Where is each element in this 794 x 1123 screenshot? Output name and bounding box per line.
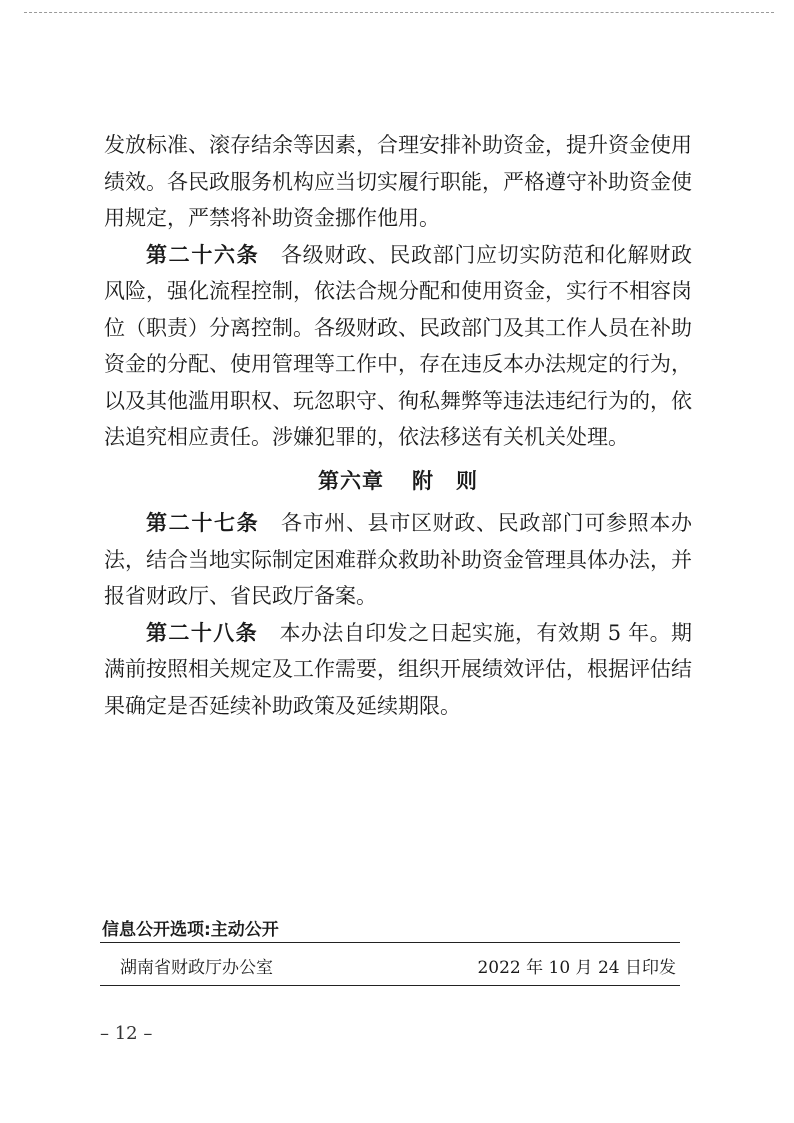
scan-top-edge (24, 12, 774, 13)
article-28-text: 本办法自印发之日起实施，有效期 5 年。期满前按照相关规定及工作需要，组织开展绩效评估，根据评估结果确定是否延续补助政策及延续期限。 (104, 620, 692, 718)
article-27-text: 各市州、县市区财政、民政部门可参照本办法，结合当地实际制定困难群众救助补助资金管理具体办法，并报省财政厅、省民政厅备案。 (104, 511, 693, 608)
page-number: – 12 – (100, 1023, 153, 1044)
chapter-heading (104, 463, 692, 500)
article-26-text: 各级财政、民政部门应切实防范和化解财政风险，强化流程控制，依法合规分配和使用资金，实行不相容岗位（职责）分离控制。各级财政、民政部门及其工作人员在补助资金的分配、使用管理等工作中，存在违反本办法规定的行为，以及其他滥用职权、玩忽职守、徇私舞弊等违法违纪行为的，依法追究相应责任。涉嫌犯罪的，依法移送有关机关处理。 (104, 242, 693, 449)
chapter-title: 附 则 (412, 468, 478, 493)
footer-rule-top (100, 942, 680, 943)
disclosure-option: 信息公开选项:主动公开 (102, 920, 279, 940)
article-26-heading: 第二十六条 (146, 242, 260, 267)
article-28-heading: 第二十八条 (146, 620, 259, 645)
article-28 (104, 615, 692, 725)
paragraph-continued: 发放标准、滚存结余等因素，合理安排补助资金，提升资金使用绩效。各民政服务机构应当切实履行职能，严格遵守补助资金使用规定，严禁将补助资金挪作他用。 (104, 133, 692, 230)
article-26 (104, 237, 692, 456)
chapter-number: 第六章 (318, 468, 384, 493)
footer-rule-bottom (100, 985, 680, 986)
article-27 (104, 505, 692, 615)
article-27-heading: 第二十七条 (146, 511, 260, 535)
document-body (104, 127, 692, 724)
issuer: 湖南省财政厅办公室 (120, 958, 273, 978)
issue-date: 2022 年 10 月 24 日印发 (477, 958, 676, 978)
